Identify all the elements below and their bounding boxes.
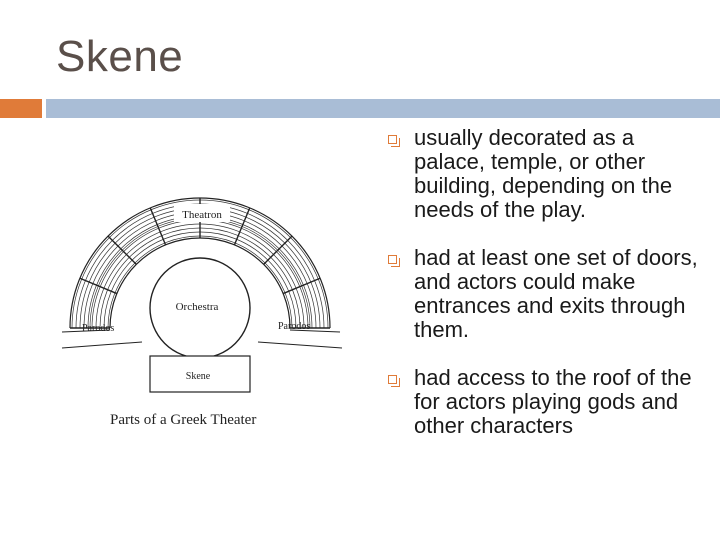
section-divider	[108, 236, 136, 264]
greek-theater-diagram	[50, 160, 350, 440]
square-bullet-icon	[388, 135, 397, 144]
orchestra-label: Orchestra	[175, 301, 219, 313]
diagram-caption: Parts of a Greek Theater	[110, 412, 257, 428]
section-divider	[264, 236, 292, 264]
bullet-text: had at least one set of doors, and actors could make entrances and exits through them.	[414, 245, 698, 342]
parodos-left-label: Parodos	[82, 323, 115, 334]
square-bullet-icon	[388, 375, 397, 384]
parodos-right-label: Parodos	[278, 321, 311, 332]
bullet-text: had access to the roof of the for actors playing gods and other characters	[414, 365, 692, 438]
skene-label: Skene	[185, 371, 211, 382]
square-bullet-icon	[388, 255, 397, 264]
theatron-label: Theatron	[182, 209, 222, 221]
bullet-list	[388, 126, 698, 462]
bullet-item	[388, 126, 698, 222]
bullet-text: usually decorated as a palace, temple, or other building, depending on the needs of the play.	[414, 125, 673, 222]
bullet-item	[388, 366, 698, 438]
bullet-item	[388, 246, 698, 342]
slide-title: Skene	[56, 32, 184, 81]
accent-bar-blue	[46, 99, 720, 118]
accent-bar-orange	[0, 99, 42, 118]
